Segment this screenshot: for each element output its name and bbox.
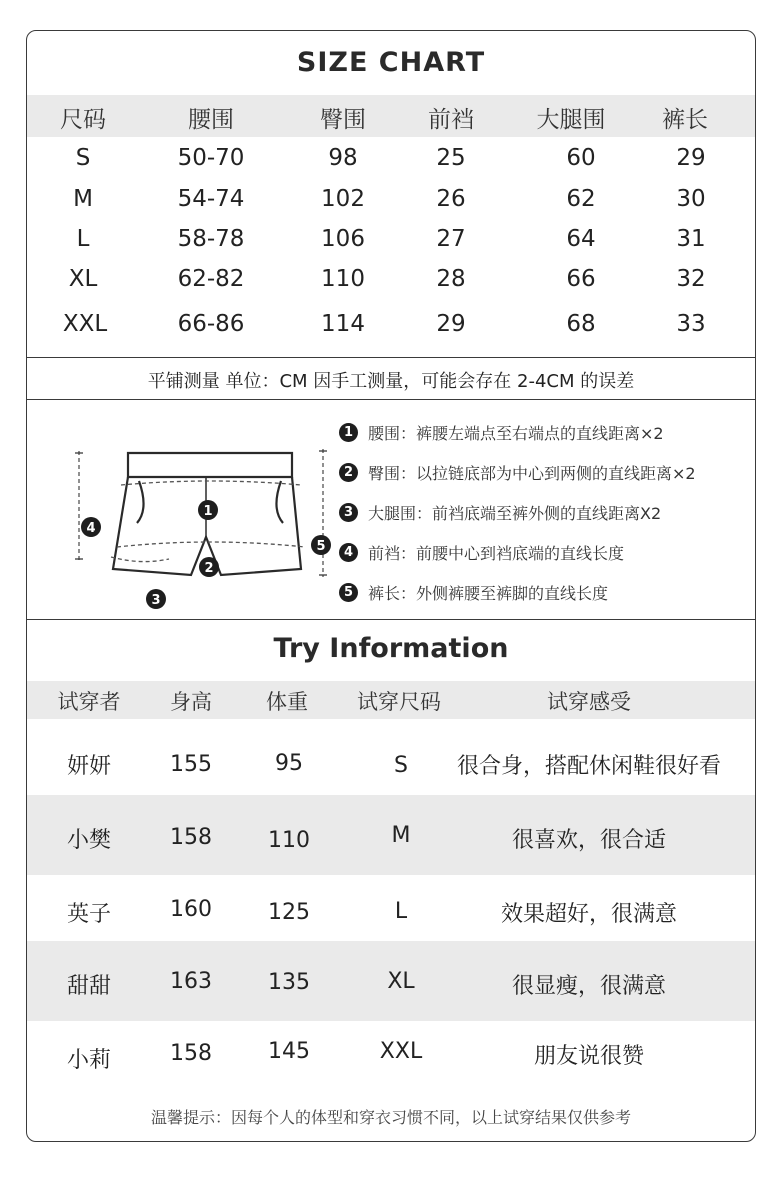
diagram-marker-4 xyxy=(81,517,101,537)
size-cell: M xyxy=(73,186,93,212)
try-header-weight: 体重 xyxy=(266,690,308,714)
svg-text:5: 5 xyxy=(316,539,326,554)
diagram-marker-2 xyxy=(199,557,219,577)
size-header-rise: 前裆 xyxy=(428,107,474,133)
divider xyxy=(27,619,755,620)
try-cell: 158 xyxy=(170,1041,212,1066)
size-cell: L xyxy=(76,226,90,252)
try-cell: 95 xyxy=(275,751,303,776)
legend-item xyxy=(339,461,696,484)
try-cell: L xyxy=(394,899,408,924)
measure-note: 平铺测量 单位：CM 因手工测量，可能会存在 2-4CM 的误差 xyxy=(147,371,635,392)
try-cell: 163 xyxy=(170,969,212,994)
try-cell: 158 xyxy=(170,825,212,850)
legend-item xyxy=(339,581,608,604)
size-cell: 66 xyxy=(566,266,596,292)
try-cell: 160 xyxy=(170,897,212,922)
size-cell: 29 xyxy=(436,311,466,337)
diagram-marker-5 xyxy=(311,535,331,555)
legend-text: 腰围：裤腰左端点至右端点的直线距离×2 xyxy=(368,424,664,443)
size-cell: 25 xyxy=(436,145,466,171)
size-cell: 64 xyxy=(566,226,596,252)
size-cell: 62-82 xyxy=(177,266,245,292)
svg-text:3: 3 xyxy=(151,593,161,608)
size-cell: 32 xyxy=(676,266,706,292)
legend-text: 大腿围：前裆底端至裤外侧的直线距离X2 xyxy=(368,504,662,523)
divider xyxy=(27,357,755,358)
try-cell: 135 xyxy=(268,970,310,995)
try-cell: 小莉 xyxy=(66,1048,112,1073)
try-header-feedback: 试穿感受 xyxy=(547,690,631,714)
size-cell: 54-74 xyxy=(177,186,245,212)
size-header-length: 裤长 xyxy=(662,107,708,133)
try-header-tester: 试穿者 xyxy=(57,690,121,714)
size-header-waist: 腰围 xyxy=(188,107,234,133)
try-cell: 155 xyxy=(170,752,212,777)
size-cell: 68 xyxy=(566,311,596,337)
footer-tip: 温馨提示：因每个人的体型和穿衣习惯不同，以上试穿结果仅供参考 xyxy=(150,1108,631,1127)
try-info-title: Try Information xyxy=(273,633,509,664)
size-cell: 30 xyxy=(676,186,706,212)
legend-number-badge: 5 xyxy=(339,583,358,602)
try-cell: 小樊 xyxy=(66,828,112,853)
diagram-marker-3 xyxy=(146,589,166,609)
size-cell: 66-86 xyxy=(177,311,245,337)
legend-text: 前裆：前腰中心到裆底端的直线长度 xyxy=(368,544,625,563)
size-cell: 98 xyxy=(328,145,358,171)
try-header-height: 身高 xyxy=(170,690,212,714)
size-header-size: 尺码 xyxy=(60,107,106,133)
legend-number-badge: 3 xyxy=(339,503,358,522)
size-cell: 27 xyxy=(436,226,466,252)
size-cell: XL xyxy=(68,266,98,292)
svg-text:2: 2 xyxy=(204,561,214,576)
size-cell: 50-70 xyxy=(177,145,245,171)
size-cell: 58-78 xyxy=(177,226,245,252)
try-cell: 甜甜 xyxy=(66,974,112,999)
legend-item xyxy=(339,421,664,444)
try-cell: XXL xyxy=(379,1039,423,1064)
try-cell: 125 xyxy=(268,900,310,925)
try-cell: 很喜欢，很合适 xyxy=(511,828,667,853)
try-cell: 110 xyxy=(268,828,310,853)
try-cell: 很合身，搭配休闲鞋很好看 xyxy=(456,754,722,779)
size-header-thigh: 大腿围 xyxy=(536,107,606,133)
legend-item xyxy=(339,501,661,524)
size-cell: 28 xyxy=(436,266,466,292)
size-chart-title: SIZE CHART xyxy=(296,47,486,78)
size-header-band xyxy=(27,95,755,137)
size-cell: 60 xyxy=(566,145,596,171)
try-cell: S xyxy=(394,753,408,778)
size-cell: 62 xyxy=(566,186,596,212)
size-header-hip: 臀围 xyxy=(320,107,366,133)
svg-text:4: 4 xyxy=(86,521,96,536)
legend-item xyxy=(339,541,624,564)
size-cell: S xyxy=(75,145,91,171)
size-cell: 110 xyxy=(321,266,365,292)
legend-number-badge: 2 xyxy=(339,463,358,482)
diagram-marker-1 xyxy=(198,500,218,520)
size-cell: 102 xyxy=(321,186,365,212)
try-cell: 效果超好，很满意 xyxy=(500,902,678,927)
try-cell: M xyxy=(391,823,411,848)
legend-text: 裤长：外侧裤腰至裤脚的直线长度 xyxy=(368,584,609,603)
try-cell: 妍妍 xyxy=(66,754,112,779)
try-cell: 朋友说很赞 xyxy=(533,1044,645,1069)
divider xyxy=(27,399,755,400)
size-cell: XXL xyxy=(62,311,108,337)
legend-number-badge: 1 xyxy=(339,423,358,442)
size-cell: 33 xyxy=(676,311,706,337)
try-cell: 145 xyxy=(268,1039,310,1064)
legend-number-badge: 4 xyxy=(339,543,358,562)
legend-text: 臀围：以拉链底部为中心到两侧的直线距离×2 xyxy=(368,464,696,483)
try-header-size: 试穿尺码 xyxy=(357,690,441,714)
size-cell: 114 xyxy=(321,311,365,337)
shorts-diagram xyxy=(51,441,351,608)
try-cell: XL xyxy=(387,969,415,994)
size-cell: 29 xyxy=(676,145,706,171)
svg-text:1: 1 xyxy=(203,504,213,519)
try-cell: 很显瘦，很满意 xyxy=(511,974,667,999)
size-cell: 26 xyxy=(436,186,466,212)
try-cell: 英子 xyxy=(66,902,112,927)
size-cell: 106 xyxy=(321,226,365,252)
size-cell: 31 xyxy=(676,226,706,252)
size-card xyxy=(26,30,756,1142)
